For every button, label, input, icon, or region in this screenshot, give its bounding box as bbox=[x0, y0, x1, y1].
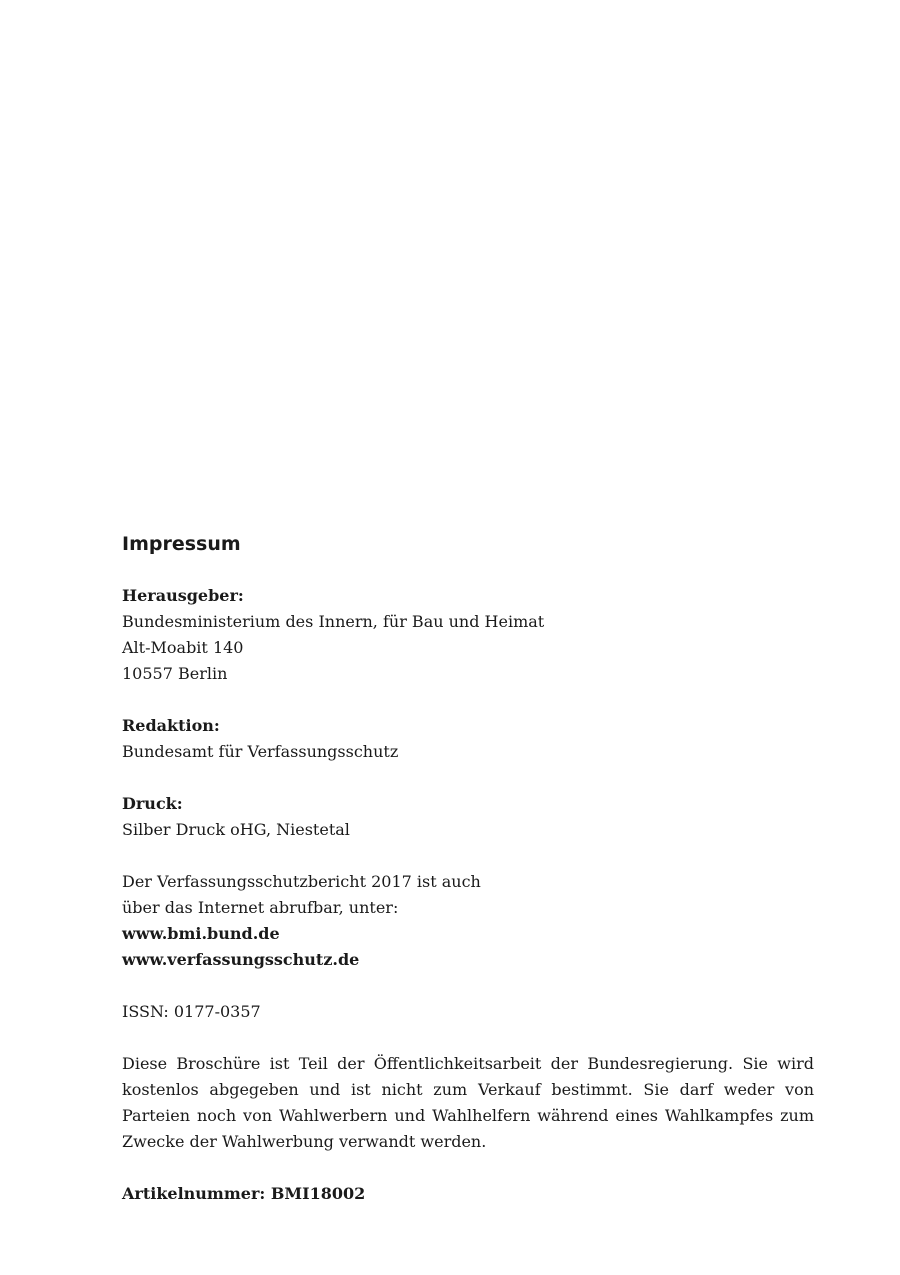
herausgeber-city: 10557 Berlin bbox=[122, 664, 228, 683]
page-title: Impressum bbox=[122, 533, 241, 555]
herausgeber-label: Herausgeber: bbox=[122, 586, 244, 605]
bmi-link[interactable]: www.bmi.bund.de bbox=[122, 924, 280, 943]
druck-section bbox=[122, 791, 814, 843]
herausgeber-section bbox=[122, 583, 814, 687]
article-number: Artikelnummer: BMI18002 bbox=[122, 1184, 366, 1203]
internet-section bbox=[122, 869, 814, 973]
impressum-page bbox=[122, 531, 814, 1233]
internet-text-line-1: Der Verfassungsschutzbericht 2017 ist auch bbox=[122, 872, 481, 891]
redaktion-section bbox=[122, 713, 814, 765]
internet-text-line-2: über das Internet abrufbar, unter: bbox=[122, 898, 399, 917]
redaktion-label: Redaktion: bbox=[122, 716, 220, 735]
druck-label: Druck: bbox=[122, 794, 183, 813]
herausgeber-name: Bundesministerium des Innern, für Bau und Heimat bbox=[122, 612, 545, 631]
herausgeber-street: Alt-Moabit 140 bbox=[122, 638, 244, 657]
issn: ISSN: 0177-0357 bbox=[122, 1002, 261, 1021]
distribution-notice: Diese Broschüre ist Teil der Öffentlichkeitsarbeit der Bundesregierung. Sie wird kostenlos abgegeben und ist nicht zum Verkauf bestimmt. Sie darf weder von Parteien noch von Wahlwerbern und Wahlhelfern während eines Wahlkampfes zum Zwecke der Wahlwerbung verwandt werden. bbox=[122, 1054, 814, 1151]
druck-name: Silber Druck oHG, Niestetal bbox=[122, 820, 350, 839]
verfassungsschutz-link[interactable]: www.verfassungsschutz.de bbox=[122, 950, 360, 969]
redaktion-name: Bundesamt für Verfassungsschutz bbox=[122, 742, 399, 761]
